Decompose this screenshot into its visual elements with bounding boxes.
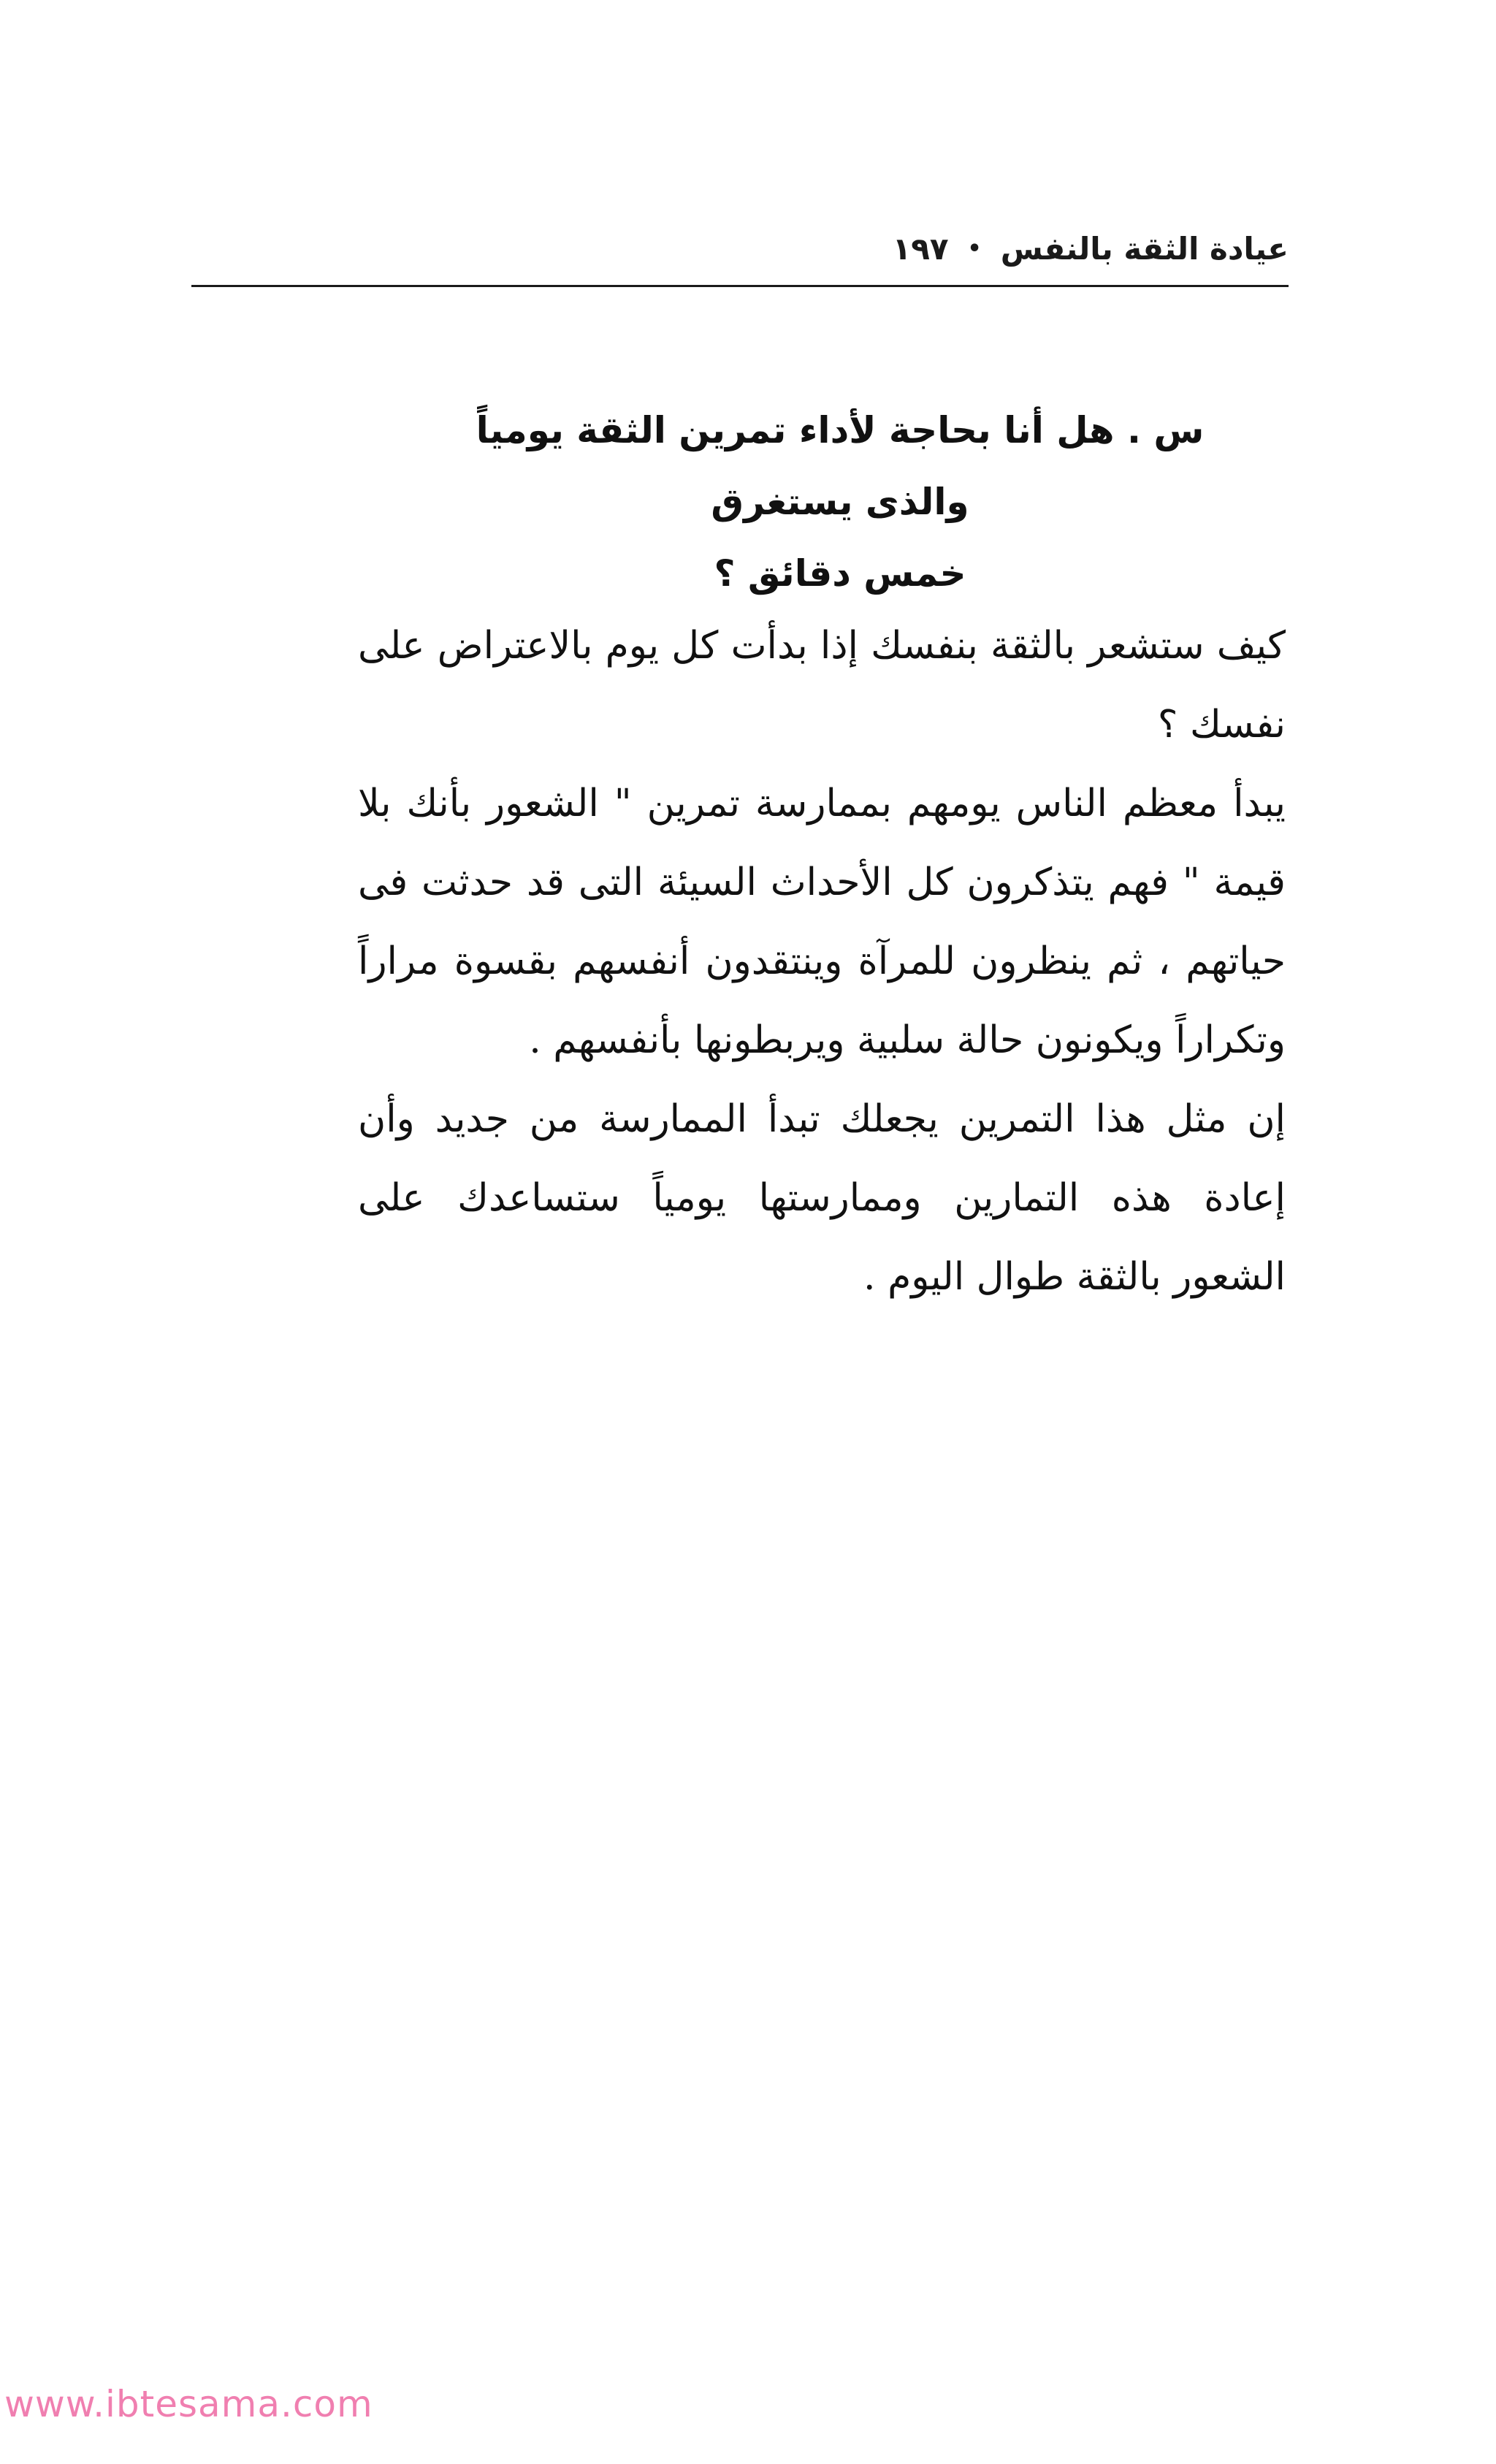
watermark-url: www.ibtesama.com <box>4 2383 373 2425</box>
page-number: ١٩٧ <box>892 230 949 267</box>
question-heading <box>424 394 1256 609</box>
running-header <box>191 219 1289 278</box>
question-line-1: س . هل أنا بحاجة لأداء تمرين الثقة يومياً والذى يستغرق <box>476 409 1205 523</box>
header-title: عيادة الثقة بالنفس <box>1000 230 1289 267</box>
paragraph-1: كيف ستشعر بالثقة بنفسك إذا بدأت كل يوم بالاعتراض على نفسك ؟ <box>358 624 1286 747</box>
question-line-2: خمس دقائق ؟ <box>714 552 966 595</box>
header-bullet: • <box>967 235 982 262</box>
paragraph-3: إن مثل هذا التمرين يجعلك تبدأ الممارسة من جديد وأن إعادة هذه التمارين وممارستها يومياً ستساعدك على الشعور بالثقة طوال اليوم . <box>358 1097 1286 1299</box>
header-divider <box>191 285 1289 287</box>
paragraph-2: يبدأ معظم الناس يومهم بممارسة تمرين " الشعور بأنك بلا قيمة " فهم يتذكرون كل الأحداث السيئة التى قد حدثت فى حياتهم ، ثم ينظرون للمرآة وينتقدون أنفسهم بقسوة مراراً وتكراراً ويكونون حالة سلبية ويربطونها بأنفسهم . <box>358 782 1286 1062</box>
body-text <box>358 606 1286 1316</box>
